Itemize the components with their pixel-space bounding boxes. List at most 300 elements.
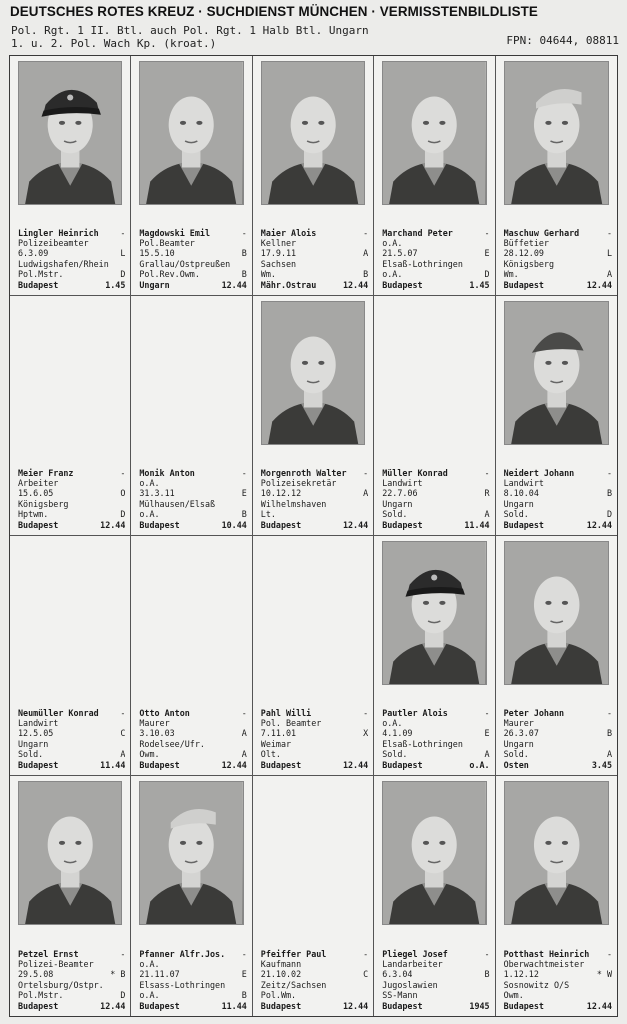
detail-text: Ungarn — [18, 738, 49, 749]
person-name — [504, 708, 612, 718]
detail-text: Königsberg — [18, 498, 69, 509]
person-name — [139, 468, 246, 478]
detail-line — [139, 1001, 246, 1011]
detail-text: Owm. — [503, 990, 524, 1001]
unit-line-2: 1. u. 2. Pol. Wach Kp. (kroat.) — [11, 37, 217, 50]
detail-line — [504, 969, 612, 979]
unit-line-1: Pol. Rgt. 1 II. Btl. auch Pol. Rgt. 1 Halb Btl. Ungarn — [11, 24, 369, 37]
detail-text: Ortelsburg/Ostpr. — [18, 979, 104, 990]
detail-line — [504, 728, 612, 738]
detail-text: Budapest — [503, 1000, 544, 1011]
person-name — [504, 228, 612, 238]
detail-code: 3.45 — [591, 759, 612, 770]
person-name — [261, 468, 368, 478]
detail-code — [366, 509, 368, 519]
detail-code: 10.44 — [221, 519, 247, 530]
detail-code — [488, 990, 490, 1000]
person-details — [18, 228, 125, 290]
detail-text: Sold. — [382, 749, 408, 760]
detail-code: L — [120, 248, 126, 259]
detail-line — [382, 499, 489, 509]
detail-line — [261, 509, 368, 519]
detail-text: Peter Johann — [503, 707, 565, 718]
detail-text: Petzel Ernst — [18, 948, 79, 959]
detail-line — [261, 959, 368, 969]
detail-code: A — [241, 749, 247, 760]
person-name — [18, 708, 125, 718]
detail-line — [382, 980, 489, 990]
detail-text: 10.12.12 — [260, 488, 302, 499]
detail-code — [610, 718, 612, 728]
detail-code: - — [484, 948, 490, 959]
detail-code: D — [120, 990, 126, 1001]
person-details — [139, 468, 246, 530]
detail-text: 31.3.11 — [139, 488, 175, 499]
detail-code: B — [484, 969, 490, 980]
person-details — [261, 949, 368, 1011]
detail-text: Sold. — [18, 749, 44, 760]
detail-text: 3.10.03 — [139, 728, 175, 739]
detail-code — [366, 478, 368, 488]
detail-code: C — [120, 728, 126, 739]
detail-line — [18, 269, 125, 279]
detail-code: - — [363, 707, 369, 718]
detail-line — [18, 980, 125, 990]
detail-text: Polizeibeamter — [18, 237, 89, 248]
detail-code — [610, 478, 612, 488]
detail-code: - — [120, 227, 126, 238]
detail-text: Sold. — [503, 509, 529, 520]
detail-text: Pol.Wm. — [260, 990, 297, 1001]
detail-line — [504, 1001, 612, 1011]
detail-text: Mülhausen/Elsaß — [139, 498, 216, 509]
portrait-photo — [504, 541, 609, 685]
detail-line — [382, 990, 489, 1000]
detail-code — [488, 718, 490, 728]
detail-code: - — [241, 948, 247, 959]
person-details — [504, 228, 612, 290]
detail-text: Meier Franz — [18, 467, 74, 478]
detail-text: Olt. — [260, 749, 281, 760]
detail-text: 29.5.08 — [18, 969, 54, 980]
person-name — [382, 949, 489, 959]
detail-code: D — [606, 509, 612, 520]
detail-code: A — [606, 269, 612, 280]
detail-text: Hptwm. — [18, 509, 49, 520]
detail-text: 21.11.07 — [139, 969, 180, 980]
detail-line — [382, 478, 489, 488]
person-details — [18, 708, 125, 770]
detail-code — [123, 238, 125, 248]
detail-text: o.A. — [382, 237, 403, 248]
person-details — [18, 949, 125, 1011]
detail-code — [123, 739, 125, 749]
detail-line — [18, 718, 125, 728]
detail-code — [366, 238, 368, 248]
detail-code: L — [606, 248, 612, 259]
person-card — [496, 56, 617, 296]
detail-code — [366, 739, 368, 749]
detail-code: B — [363, 269, 369, 280]
portrait-photo — [504, 301, 609, 445]
detail-code — [610, 499, 612, 509]
detail-text: Budapest — [503, 519, 544, 530]
detail-text: Budapest — [139, 1000, 180, 1011]
person-details — [261, 228, 368, 290]
detail-code — [488, 959, 490, 969]
detail-line — [382, 509, 489, 519]
person-name — [139, 949, 246, 959]
detail-code: 11.44 — [464, 519, 490, 530]
detail-code: A — [120, 749, 126, 760]
detail-text: 6.3.04 — [382, 969, 413, 980]
detail-line — [139, 269, 246, 279]
person-card — [374, 776, 495, 1016]
detail-text: 15.5.10 — [139, 248, 175, 259]
detail-code: 12.44 — [221, 279, 247, 290]
document-title: DEUTSCHES ROTES KREUZ · SUCHDIENST MÜNCHEN · VERMISSTENBILDLISTE — [10, 4, 538, 19]
detail-text: Grallau/Ostpreußen — [139, 258, 231, 269]
person-name — [382, 708, 489, 718]
detail-line — [261, 969, 368, 979]
detail-text: Pliegel Josef — [382, 948, 448, 959]
detail-code: 1945 — [469, 1000, 490, 1011]
detail-text: 15.6.05 — [18, 488, 54, 499]
person-card — [496, 776, 617, 1016]
person-name — [18, 949, 125, 959]
detail-text: SS-Mann — [382, 990, 418, 1001]
detail-line — [139, 760, 246, 770]
person-card — [131, 296, 252, 536]
detail-text: Budapest — [503, 279, 544, 290]
detail-code: 12.44 — [342, 279, 369, 290]
detail-text: Otto Anton — [139, 707, 190, 718]
person-name — [382, 468, 489, 478]
person-card — [496, 296, 617, 536]
person-card — [131, 536, 252, 776]
detail-code — [245, 959, 247, 969]
detail-text: Owm. — [139, 749, 160, 760]
detail-line — [139, 259, 246, 269]
detail-code: 12.44 — [342, 759, 369, 770]
detail-code — [488, 739, 490, 749]
detail-line — [504, 980, 612, 990]
person-details — [139, 228, 246, 290]
detail-text: Zeitz/Sachsen — [260, 979, 327, 990]
person-grid — [9, 55, 618, 1017]
detail-line — [261, 488, 368, 498]
detail-line — [18, 520, 125, 530]
portrait-photo — [139, 781, 243, 925]
detail-line — [382, 969, 489, 979]
detail-text: Pol.Beamter — [139, 237, 195, 248]
detail-text: Elsaß-Lothringen — [382, 738, 463, 749]
detail-text: Weimar — [260, 738, 292, 749]
person-name — [18, 228, 125, 238]
detail-text: Budapest — [18, 759, 59, 770]
detail-code — [366, 718, 368, 728]
detail-text: Maurer — [139, 717, 170, 728]
person-name — [261, 708, 368, 718]
detail-text: Sosnowitz O/S — [503, 979, 570, 990]
person-name — [18, 468, 125, 478]
portrait-photo — [382, 541, 486, 685]
detail-line — [382, 248, 489, 258]
detail-code — [366, 959, 368, 969]
detail-text: Ludwigshafen/Rhein — [18, 258, 109, 269]
detail-code: B — [241, 509, 247, 520]
person-details — [261, 468, 368, 530]
detail-text: Oberwachtmeister — [503, 958, 585, 969]
detail-line — [382, 959, 489, 969]
detail-code: - — [606, 707, 612, 718]
portrait-photo — [139, 61, 243, 205]
person-card — [10, 296, 131, 536]
detail-text: Ungarn — [503, 738, 534, 749]
detail-code — [123, 980, 125, 990]
person-card — [253, 776, 374, 1016]
detail-code: C — [363, 969, 369, 980]
person-details — [382, 228, 489, 290]
detail-code — [366, 749, 368, 759]
detail-code — [245, 980, 247, 990]
detail-text: 21.10.02 — [260, 969, 302, 980]
detail-code: - — [363, 948, 369, 959]
detail-code: E — [484, 248, 490, 259]
detail-code — [245, 259, 247, 269]
detail-code: - — [241, 227, 247, 238]
portrait-photo — [382, 781, 486, 925]
detail-code: 12.44 — [342, 519, 369, 530]
detail-line — [504, 739, 612, 749]
detail-line — [261, 980, 368, 990]
detail-text: Ungarn — [139, 279, 170, 290]
detail-text: Maurer — [503, 717, 534, 728]
detail-line — [139, 728, 246, 738]
detail-text: 26.3.07 — [503, 728, 539, 739]
detail-line — [261, 739, 368, 749]
detail-text: Königsberg — [503, 258, 555, 269]
detail-line — [261, 718, 368, 728]
detail-line — [261, 478, 368, 488]
detail-text: Ungarn — [503, 498, 534, 509]
detail-code: - — [484, 227, 490, 238]
detail-line — [139, 739, 246, 749]
detail-line — [139, 248, 246, 258]
detail-line — [18, 739, 125, 749]
detail-line — [504, 520, 612, 530]
detail-code — [610, 259, 612, 269]
detail-code — [123, 478, 125, 488]
detail-code: B — [241, 269, 247, 280]
detail-code: - — [606, 948, 612, 959]
detail-line — [504, 248, 612, 258]
detail-code: - — [120, 707, 126, 718]
detail-text: 28.12.09 — [503, 248, 544, 259]
detail-code — [488, 980, 490, 990]
detail-text: Sold. — [503, 749, 529, 760]
detail-code — [245, 739, 247, 749]
detail-text: Maier Alois — [260, 227, 317, 238]
detail-line — [18, 280, 125, 290]
detail-line — [18, 760, 125, 770]
person-name — [261, 228, 368, 238]
detail-code — [488, 478, 490, 488]
detail-line — [18, 248, 125, 258]
person-name — [139, 228, 246, 238]
person-card — [253, 296, 374, 536]
detail-text: Büffetier — [503, 237, 549, 248]
detail-text: Landarbeiter — [382, 958, 443, 969]
detail-line — [382, 259, 489, 269]
detail-text: Wm. — [503, 269, 519, 280]
detail-line — [504, 749, 612, 759]
detail-text: o.A. — [382, 269, 403, 280]
detail-line — [139, 990, 246, 1000]
person-details — [504, 468, 612, 530]
field-post-number: FPN: 04644, 08811 — [506, 34, 619, 47]
person-details — [382, 468, 489, 530]
detail-text: 17.9.11 — [260, 248, 297, 259]
detail-line — [382, 280, 489, 290]
detail-line — [18, 238, 125, 248]
detail-code: 12.44 — [342, 1000, 369, 1011]
detail-code: - — [484, 707, 490, 718]
detail-line — [139, 280, 246, 290]
detail-code — [610, 990, 612, 1000]
detail-line — [18, 509, 125, 519]
person-card — [253, 56, 374, 296]
detail-text: 8.10.04 — [503, 488, 539, 499]
detail-code: A — [484, 749, 490, 760]
detail-line — [139, 478, 246, 488]
detail-text: Pautler Alois — [382, 707, 448, 718]
detail-text: o.A. — [139, 990, 160, 1001]
detail-line — [18, 499, 125, 509]
detail-text: Potthast Heinrich — [503, 948, 590, 959]
detail-text: Landwirt — [503, 477, 544, 488]
detail-text: Müller Konrad — [382, 467, 448, 478]
detail-code: - — [363, 227, 369, 238]
detail-code: 12.44 — [586, 1000, 612, 1011]
detail-text: Kaufmann — [260, 958, 302, 969]
detail-code: A — [606, 749, 612, 760]
detail-text: Budapest — [382, 1000, 423, 1011]
detail-line — [18, 478, 125, 488]
detail-text: Budapest — [382, 519, 423, 530]
detail-code: - — [484, 467, 490, 478]
detail-code: A — [363, 488, 369, 499]
detail-text: Pol.Rev.Owm. — [139, 269, 200, 280]
detail-text: Polizeisekretär — [260, 477, 337, 488]
detail-line — [139, 980, 246, 990]
detail-line — [504, 509, 612, 519]
person-card — [10, 776, 131, 1016]
detail-text: 6.3.09 — [18, 248, 49, 259]
detail-text: Ungarn — [382, 498, 413, 509]
detail-text: Budapest — [382, 279, 423, 290]
person-details — [139, 949, 246, 1011]
detail-text: Wm. — [260, 269, 276, 280]
detail-code: E — [241, 969, 247, 980]
detail-code: 1.45 — [105, 279, 126, 290]
portrait-photo — [261, 61, 365, 205]
detail-line — [382, 718, 489, 728]
detail-code: B — [241, 990, 247, 1001]
detail-code — [610, 980, 612, 990]
detail-code: - — [606, 227, 612, 238]
person-card — [253, 536, 374, 776]
detail-line — [18, 749, 125, 759]
detail-text: Budapest — [382, 759, 423, 770]
detail-text: o.A. — [139, 509, 160, 520]
detail-line — [504, 259, 612, 269]
detail-code: - — [606, 467, 612, 478]
detail-text: Jugoslawien — [382, 979, 438, 990]
person-details — [504, 949, 612, 1011]
detail-code: 11.44 — [100, 759, 126, 770]
detail-line — [261, 248, 368, 258]
detail-text: o.A. — [139, 958, 160, 969]
detail-text: o.A. — [382, 717, 403, 728]
detail-line — [261, 728, 368, 738]
detail-code: 12.44 — [100, 1000, 126, 1011]
detail-text: Elsaß-Lothringen — [382, 258, 463, 269]
detail-text: Pol.Mstr. — [18, 269, 64, 280]
detail-text: Wilhelmshaven — [260, 498, 327, 509]
detail-text: 7.11.01 — [260, 728, 297, 739]
detail-text: Landwirt — [18, 717, 59, 728]
detail-code — [488, 238, 490, 248]
detail-code: o.A. — [469, 759, 490, 770]
person-name — [382, 228, 489, 238]
detail-text: Budapest — [260, 759, 302, 770]
detail-text: Budapest — [18, 519, 59, 530]
detail-text: Neidert Johann — [503, 467, 575, 478]
detail-code — [488, 499, 490, 509]
detail-line — [261, 280, 368, 290]
portrait-photo — [504, 61, 609, 205]
detail-line — [18, 990, 125, 1000]
detail-line — [261, 1001, 368, 1011]
detail-line — [382, 749, 489, 759]
detail-code: - — [241, 467, 247, 478]
detail-text: Pol. Beamter — [260, 717, 322, 728]
detail-code: 11.44 — [221, 1000, 247, 1011]
detail-code: - — [120, 467, 126, 478]
detail-code — [245, 238, 247, 248]
detail-line — [504, 959, 612, 969]
detail-line — [261, 749, 368, 759]
detail-text: Neumüller Konrad — [18, 707, 99, 718]
portrait-photo — [504, 781, 609, 925]
person-card — [131, 776, 252, 1016]
detail-text: Budapest — [260, 519, 302, 530]
detail-text: Pahl Willi — [260, 707, 312, 718]
detail-line — [18, 488, 125, 498]
detail-code: E — [484, 728, 490, 739]
detail-text: o.A. — [139, 477, 160, 488]
detail-code — [123, 499, 125, 509]
detail-code: D — [120, 509, 126, 520]
detail-code: 1.45 — [469, 279, 490, 290]
detail-code: B — [241, 248, 247, 259]
detail-text: Landwirt — [382, 477, 423, 488]
detail-code: R — [484, 488, 490, 499]
detail-text: Rodelsee/Ufr. — [139, 738, 205, 749]
detail-code — [245, 499, 247, 509]
detail-line — [261, 760, 368, 770]
